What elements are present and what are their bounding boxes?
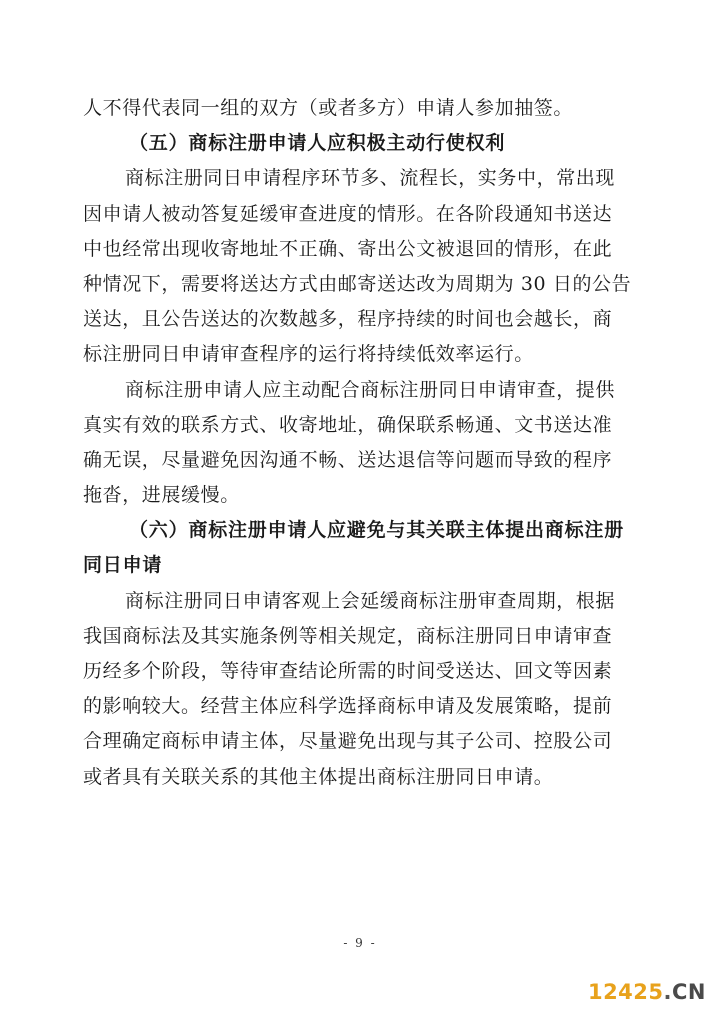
text-line: 送达，且公告送达的次数越多，程序持续的时间也会越长，商 xyxy=(83,308,613,331)
section-heading-6 xyxy=(83,513,631,583)
watermark-number: 12425 xyxy=(587,980,664,1004)
text-line: 或者具有关联关系的其他主体提出商标注册同日申请。 xyxy=(83,765,554,788)
section-heading-5 xyxy=(83,126,631,161)
text-line: 标注册同日申请审查程序的运行将持续低效率运行。 xyxy=(83,343,534,366)
text-line: 真实有效的联系方式、收寄地址，确保联系畅通、文书送达准 xyxy=(83,413,613,436)
text-line: 商标注册申请人应主动配合商标注册同日申请审查，提供 xyxy=(125,378,616,401)
watermark-dot: . xyxy=(663,980,672,1004)
watermark-suffix: CN xyxy=(672,980,706,1004)
text-line: 商标注册同日申请程序环节多、流程长，实务中，常出现 xyxy=(125,167,616,190)
text-line: 中也经常出现收寄地址不正确、寄出公文被退回的情形，在此 xyxy=(83,237,613,260)
paragraph-cooperation xyxy=(83,373,631,514)
heading-line: （五）商标注册申请人应积极主动行使权利 xyxy=(129,132,506,155)
text-line: 历经多个阶段，等待审查结论所需的时间受送达、回文等因素 xyxy=(83,660,613,682)
site-watermark xyxy=(588,980,706,1004)
paragraph-delivery-issues xyxy=(83,161,631,372)
text-line: 因申请人被动答复延缓审查进度的情形。在各阶段通知书送达 xyxy=(83,202,613,225)
heading-line: （六）商标注册申请人应避免与其关联主体提出商标注册 xyxy=(129,519,625,542)
page-number: - 9 - xyxy=(343,936,377,950)
text-line: 商标注册同日申请客观上会延缓商标注册审查周期，根据 xyxy=(125,589,616,612)
text-line: 人不得代表同一组的双方（或者多方）申请人参加抽签。 xyxy=(83,97,574,119)
text-line: 确无误，尽量避免因沟通不畅、送达退信等问题而导致的程序 xyxy=(83,448,613,471)
text-line: 拖沓，进展缓慢。 xyxy=(83,484,240,507)
document-body xyxy=(83,91,631,795)
heading-line: 同日申请 xyxy=(83,554,163,577)
text-line: 我国商标法及其实施条例等相关规定，商标注册同日申请审查 xyxy=(83,624,613,647)
text-line: 种情况下，需要将送达方式由邮寄送达改为周期为 30 日的公告 xyxy=(83,272,632,295)
paragraph-related-entities xyxy=(83,584,631,795)
text-line: 合理确定商标申请主体，尽量避免出现与其子公司、控股公司 xyxy=(83,730,613,753)
text-line: 的影响较大。经营主体应科学选择商标申请及发展策略，提前 xyxy=(83,695,613,718)
paragraph-continuation xyxy=(83,91,631,126)
